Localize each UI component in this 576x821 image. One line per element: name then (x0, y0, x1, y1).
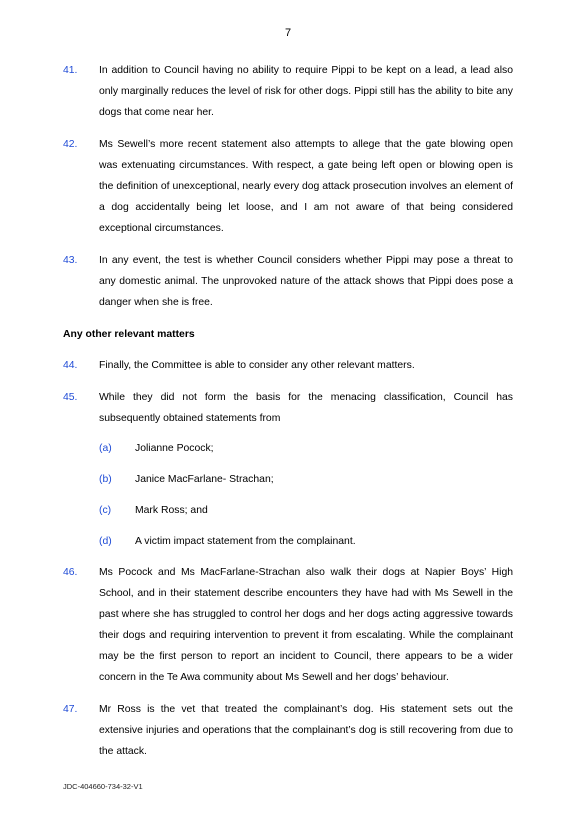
statement-list (63, 438, 513, 552)
list-item-text: Mark Ross; and (135, 505, 208, 516)
paragraph-text: While they did not form the basis for the menacing classification, Council has subsequently obtained statements from (99, 392, 513, 424)
paragraph-number: 46. (63, 567, 78, 578)
list-item (99, 531, 513, 552)
list-item (99, 438, 513, 459)
paragraph-44 (63, 355, 513, 376)
list-item-text: Jolianne Pocock; (135, 443, 214, 454)
paragraph-47 (63, 699, 513, 762)
document-body (63, 60, 513, 773)
document-reference: JDC-404660-734-32-V1 (63, 782, 143, 791)
list-item (99, 469, 513, 490)
list-item-label: (a) (99, 443, 112, 454)
paragraph-text: Finally, the Committee is able to consider any other relevant matters. (99, 360, 415, 371)
paragraph-number: 45. (63, 392, 78, 403)
paragraph-text: Ms Pocock and Ms MacFarlane-Strachan also walk their dogs at Napier Boys’ High School, and in their statement describe encounters they have had with Ms Sewell in the past where she has struggled to control her dogs and her dogs acting aggressive towards their dogs and requiring intervention to prevent it from escalating. While the complainant may be the first person to report an incident to Council, there appears to be a wider concern in the Te Awa community about Ms Sewell and her dogs’ behaviour. (99, 567, 513, 683)
list-item-label: (d) (99, 536, 112, 547)
paragraph-45 (63, 387, 513, 429)
list-item (99, 500, 513, 521)
paragraph-text: Ms Sewell’s more recent statement also attempts to allege that the gate blowing open was extenuating circumstances. With respect, a gate being left open or blowing open is the definition of unexceptional, nearly every dog attack prosecution involves an element of a dog accidentally being let loose, and I am not aware of that being considered exceptional circumstances. (99, 139, 513, 234)
paragraph-number: 42. (63, 139, 78, 150)
section-heading: Any other relevant matters (63, 329, 195, 340)
paragraph-41 (63, 60, 513, 123)
list-item-text: Janice MacFarlane- Strachan; (135, 474, 274, 485)
list-item-label: (c) (99, 505, 112, 516)
paragraph-number: 41. (63, 65, 78, 76)
list-item-label: (b) (99, 474, 112, 485)
paragraph-text: In addition to Council having no ability to require Pippi to be kept on a lead, a lead also only marginally reduces the level of risk for other dogs. Pippi still has the ability to bite any dogs that come near her. (99, 65, 513, 118)
paragraph-43 (63, 250, 513, 313)
paragraph-42 (63, 134, 513, 239)
page-number: 7 (284, 27, 292, 39)
paragraph-number: 47. (63, 704, 78, 715)
paragraph-number: 44. (63, 360, 78, 371)
list-item-text: A victim impact statement from the complainant. (135, 536, 356, 547)
paragraph-number: 43. (63, 255, 78, 266)
paragraph-text: In any event, the test is whether Council considers whether Pippi may pose a threat to any domestic animal. The unprovoked nature of the attack shows that Pippi does pose a danger when she is free. (99, 255, 513, 308)
paragraph-text: Mr Ross is the vet that treated the complainant’s dog. His statement sets out the extensive injuries and operations that the complainant’s dog is still recovering from due to the attack. (99, 704, 513, 757)
paragraph-46 (63, 562, 513, 688)
